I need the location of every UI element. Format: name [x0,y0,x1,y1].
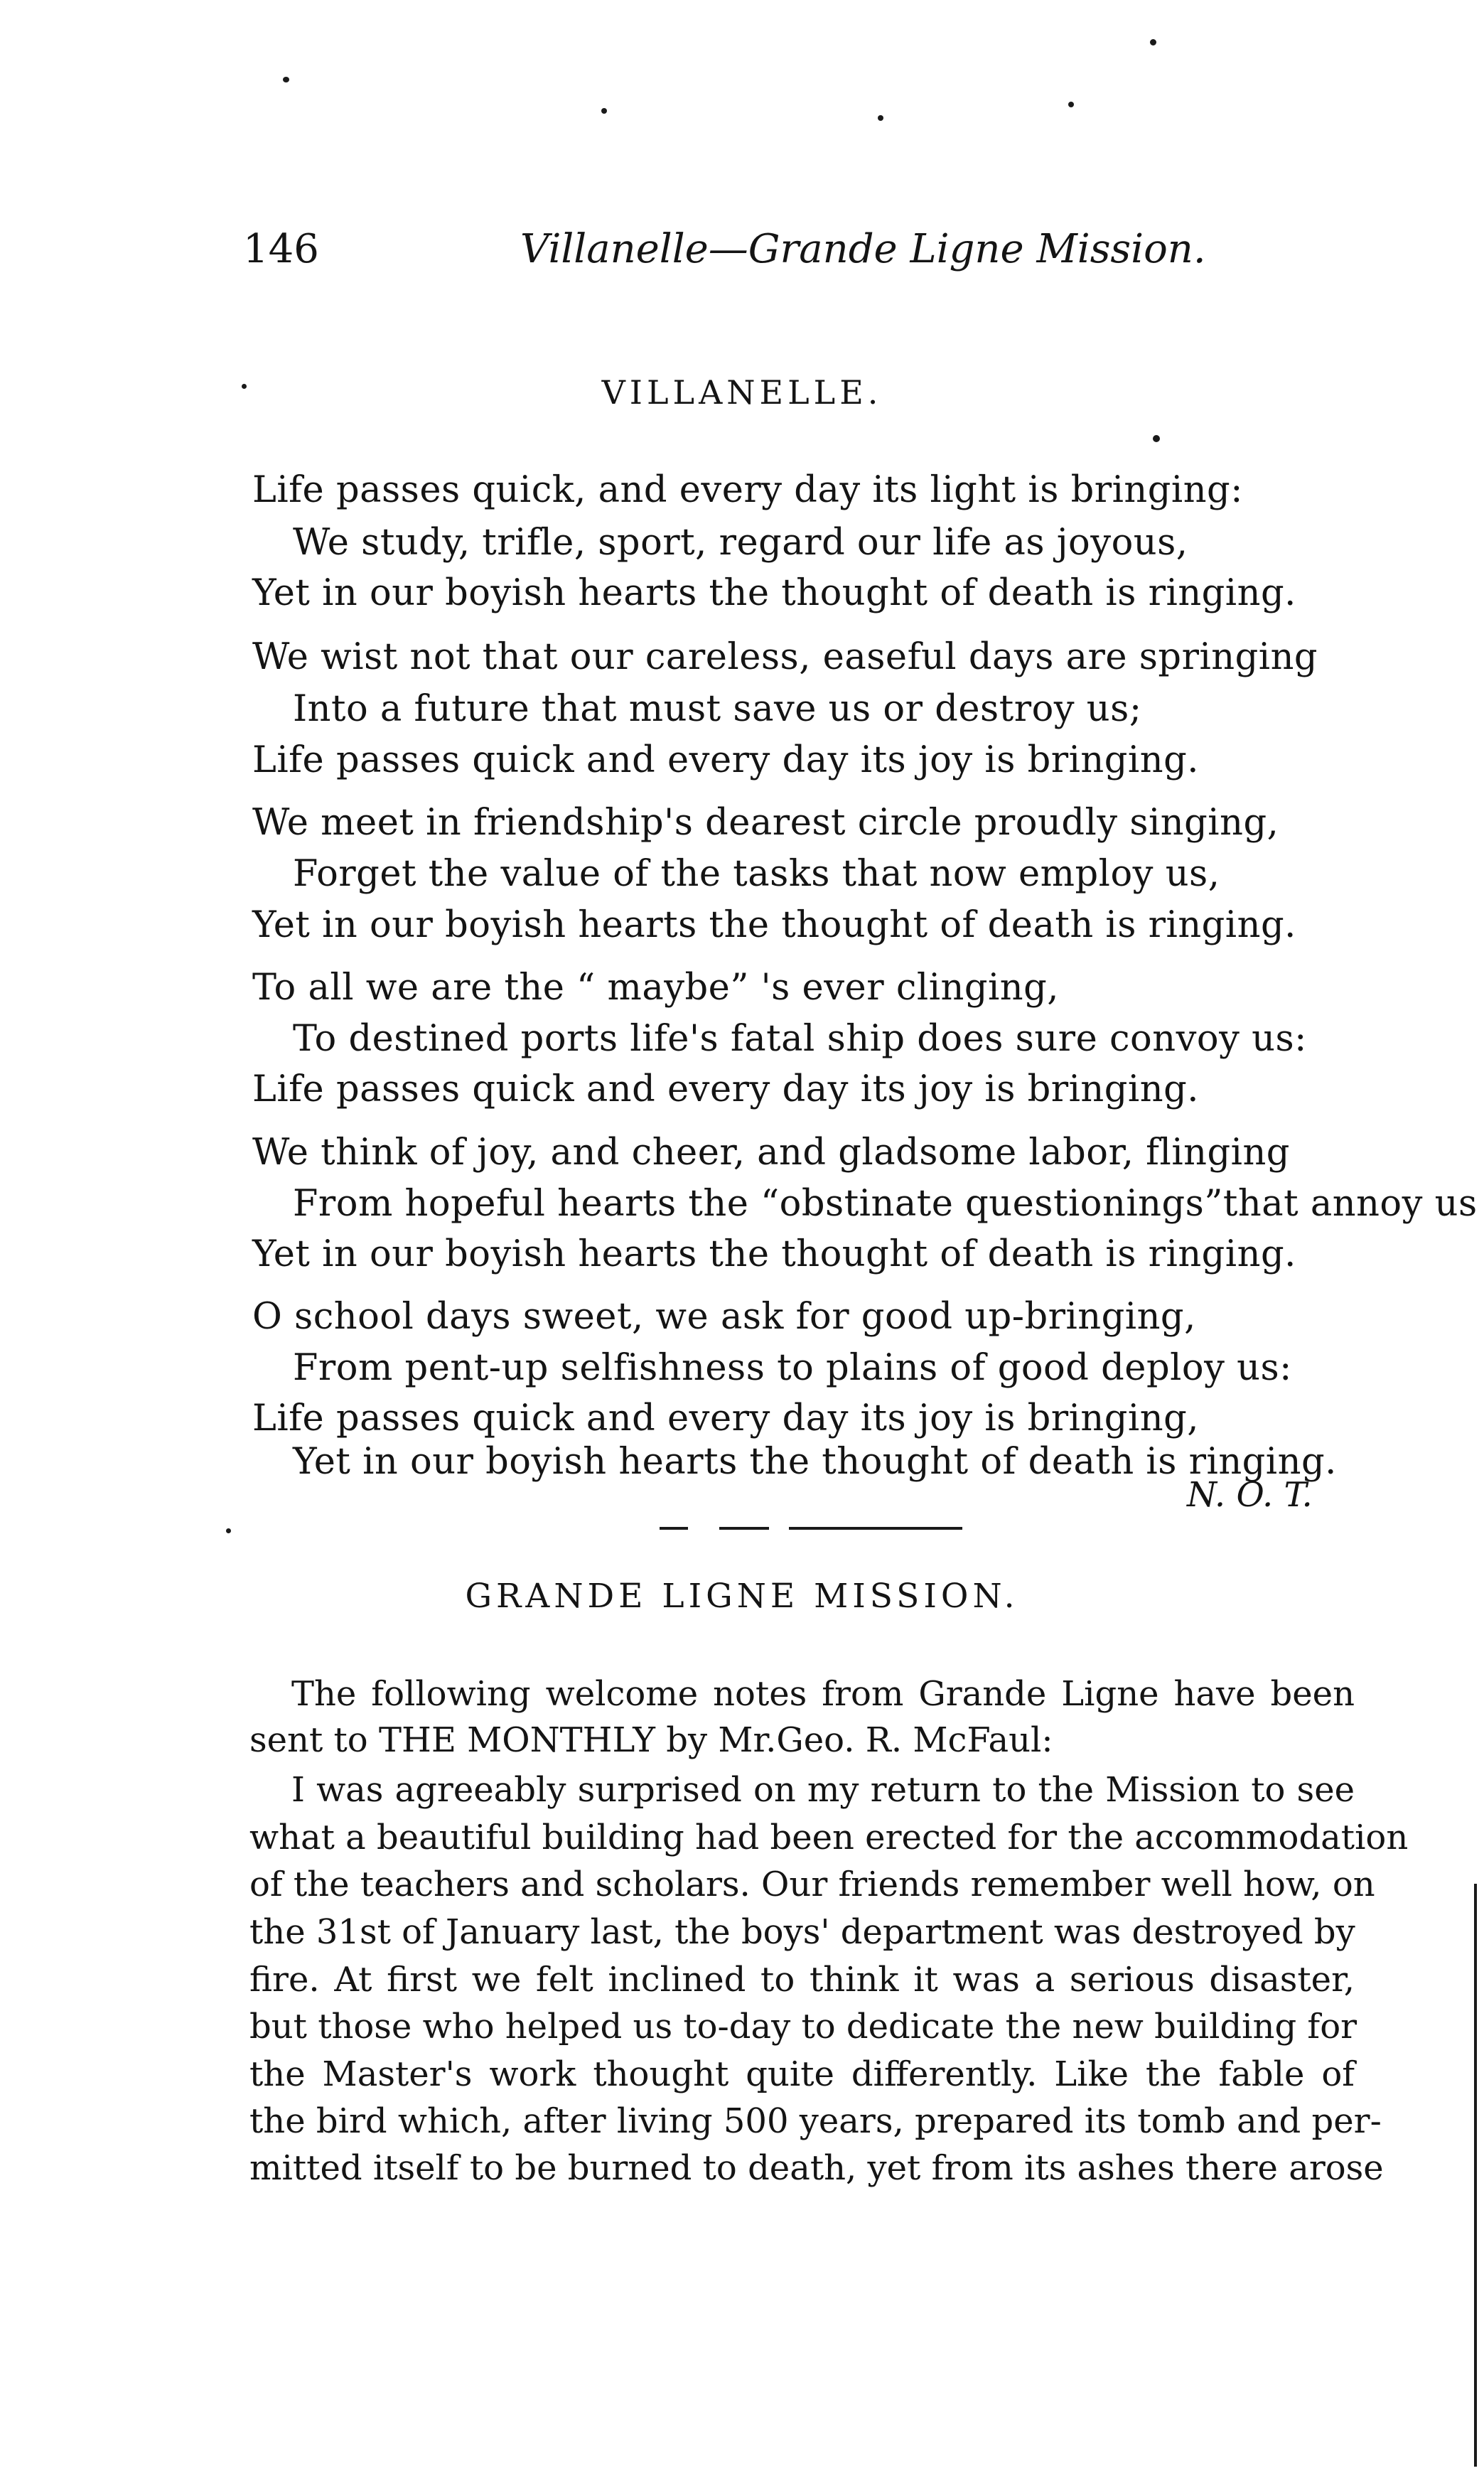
scan-speck [1153,435,1160,442]
article-line: the 31st of January last, the boys' department was destroyed by [249,1912,1355,1952]
poem-line: Yet in our boyish hearts the thought of death is ringing. [293,1441,1337,1483]
separator-rule [719,1527,769,1530]
poem-line: From hopeful hearts the “obstinate questionings”that annoy us [293,1183,1478,1225]
page-edge-mark [1474,1884,1477,2467]
scan-speck [878,115,883,121]
poem-line: Life passes quick and every day its joy is bringing, [252,1398,1199,1439]
poem-title: VILLANELLE. [601,373,883,412]
poem-line: Life passes quick, and every day its light is bringing: [252,469,1243,511]
separator-rule [660,1527,688,1530]
article-line: of the teachers and scholars. Our friends remember well how, on [249,1865,1375,1904]
article-line: what a beautiful building had been erected for the accommodation [249,1818,1409,1857]
poem-line: Life passes quick and every day its joy is bringing. [252,739,1199,781]
section-title: GRANDE LIGNE MISSION. [465,1577,1019,1616]
poem-line: To all we are the “ maybe” 's ever clinging, [252,967,1060,1009]
poem-line: O school days sweet, we ask for good up-bringing, [252,1296,1196,1338]
poem-line: To destined ports life's fatal ship does sure convoy us: [293,1018,1307,1060]
poem-line: We meet in friendship's dearest circle proudly singing, [252,802,1279,844]
article-line: fire. At first we felt inclined to think it was a serious disaster, [249,1960,1355,2000]
poem-line: Forget the value of the tasks that now employ us, [293,853,1220,895]
poem-line: We study, trifle, sport, regard our life as joyous, [293,522,1188,564]
poem-line: We think of joy, and cheer, and gladsome labor, flinging [252,1132,1290,1174]
poem-line: From pent-up selfishness to plains of good deploy us: [293,1347,1292,1389]
scan-speck [283,77,289,82]
poem-line: Into a future that must save us or destroy us; [293,688,1142,730]
scan-speck [601,108,607,114]
separator-rule [789,1527,962,1530]
poem-line: We wist not that our careless, easeful days are springing [252,636,1318,678]
scan-speck [226,1528,231,1533]
scan-speck [1150,39,1156,45]
scan-speck [1068,102,1074,107]
article-line: the Master's work thought quite differently. Like the fable of [249,2054,1355,2094]
poem-line: Yet in our boyish hearts the thought of death is ringing. [252,1233,1296,1275]
article-line: but those who helped us to-day to dedicate the new building for [249,2007,1357,2047]
article-line: the bird which, after living 500 years, prepared its tomb and per- [249,2101,1382,2141]
poem-line: Yet in our boyish hearts the thought of death is ringing. [252,572,1296,614]
running-title: Villanelle—Grande Ligne Mission. [520,226,1206,272]
poem-line: Life passes quick and every day its joy is bringing. [252,1068,1199,1110]
poem-line: Yet in our boyish hearts the thought of death is ringing. [252,904,1296,946]
article-line: sent to THE MONTHLY by Mr.Geo. R. McFaul: [249,1720,1053,1760]
article-line: I was agreeably surprised on my return to the Mission to see [291,1770,1355,1810]
poem-signature: N. O. T. [1187,1475,1313,1515]
article-line: The following welcome notes from Grande Ligne have been [291,1674,1355,1714]
page-number: 146 [243,226,319,272]
article-line: mitted itself to be burned to death, yet from its ashes there arose [249,2148,1384,2188]
